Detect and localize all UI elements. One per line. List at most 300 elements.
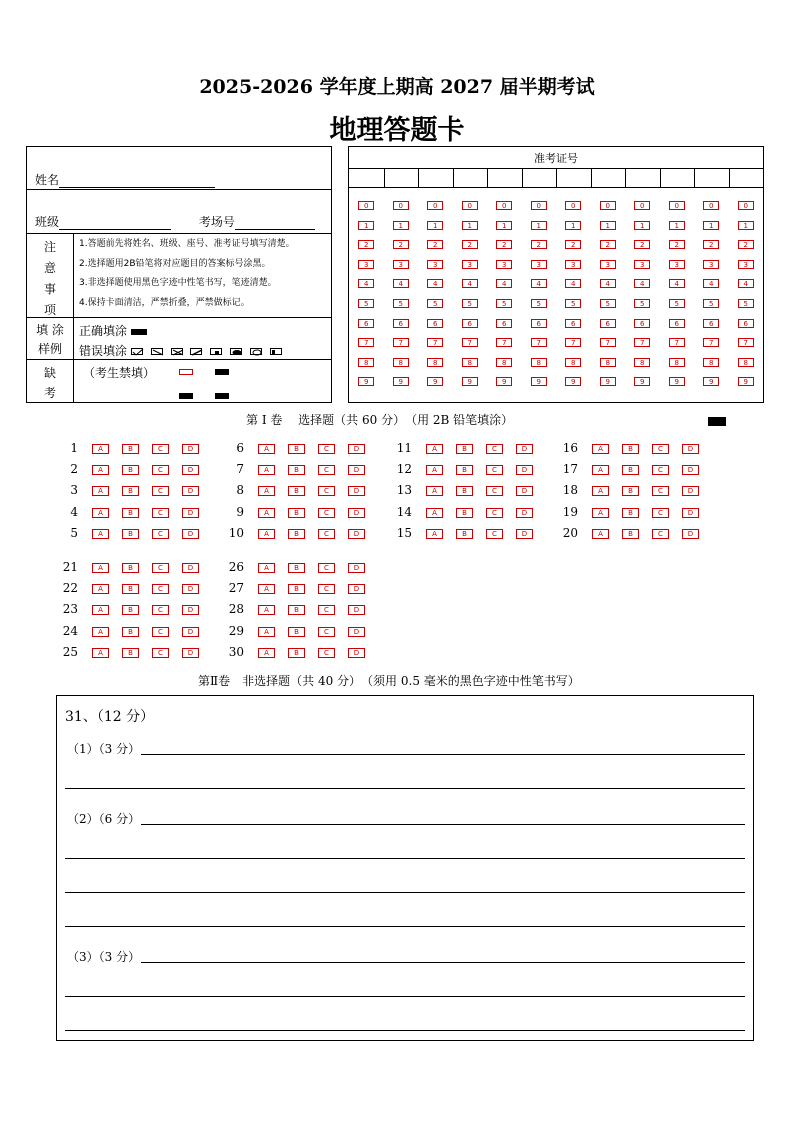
digit-bubble[interactable]: 5 — [600, 299, 616, 308]
digit-bubble[interactable]: 4 — [358, 279, 374, 288]
option-bubble[interactable]: C — [486, 444, 503, 454]
question-number: 23 — [62, 602, 78, 617]
option-bubble[interactable]: A — [258, 465, 275, 475]
digit-bubble[interactable]: 2 — [634, 240, 650, 249]
option-bubble[interactable]: A — [258, 648, 275, 658]
option-bubble[interactable]: A — [592, 486, 609, 496]
option-bubble[interactable]: B — [122, 486, 139, 496]
digit-bubble[interactable]: 4 — [600, 279, 616, 288]
digit-bubble[interactable]: 5 — [462, 299, 478, 308]
note-item: 2.选择题用2B铅笔将对应题目的答案标号涂黑。 — [79, 258, 271, 269]
digit-bubble[interactable]: 2 — [565, 240, 581, 249]
option-bubble[interactable]: C — [152, 584, 169, 594]
option-bubble[interactable]: C — [152, 508, 169, 518]
option-bubble[interactable]: C — [152, 563, 169, 573]
option-bubble[interactable]: C — [318, 508, 335, 518]
class-field[interactable] — [59, 217, 171, 230]
option-bubble[interactable]: A — [258, 508, 275, 518]
option-bubble[interactable]: A — [258, 486, 275, 496]
digit-bubble[interactable]: 7 — [565, 338, 581, 347]
answer-line[interactable] — [141, 962, 745, 963]
digit-bubble[interactable]: 1 — [427, 221, 443, 230]
wrong-sample — [79, 342, 286, 359]
digit-bubble[interactable]: 3 — [600, 260, 616, 269]
option-bubble[interactable]: D — [516, 529, 533, 539]
digit-bubble[interactable]: 0 — [600, 201, 616, 210]
digit-bubble[interactable]: 0 — [738, 201, 754, 210]
digit-bubble[interactable]: 7 — [634, 338, 650, 347]
digit-bubble[interactable]: 5 — [738, 299, 754, 308]
correct-sample — [79, 322, 151, 339]
digit-bubble[interactable]: 7 — [358, 338, 374, 347]
digit-bubble[interactable]: 1 — [462, 221, 478, 230]
absent-heading — [27, 363, 73, 403]
digit-bubble[interactable]: 0 — [634, 201, 650, 210]
option-bubble[interactable]: A — [92, 563, 109, 573]
digit-bubble[interactable]: 3 — [565, 260, 581, 269]
option-bubble[interactable]: D — [182, 486, 199, 496]
option-bubble[interactable]: D — [348, 584, 365, 594]
option-bubble[interactable]: D — [182, 529, 199, 539]
digit-bubble[interactable]: 1 — [531, 221, 547, 230]
question-number: 1 — [70, 441, 78, 455]
grid-divider — [556, 168, 557, 187]
digit-bubble[interactable]: 3 — [634, 260, 650, 269]
option-bubble[interactable]: D — [182, 444, 199, 454]
digit-bubble[interactable]: 3 — [531, 260, 547, 269]
option-bubble[interactable]: B — [456, 465, 473, 475]
option-bubble[interactable]: C — [152, 465, 169, 475]
class-row[interactable] — [35, 213, 315, 230]
option-bubble[interactable]: D — [348, 486, 365, 496]
digit-bubble[interactable]: 6 — [738, 319, 754, 328]
digit-bubble[interactable]: 7 — [393, 338, 409, 347]
digit-bubble[interactable]: 0 — [565, 201, 581, 210]
digit-bubble[interactable]: 5 — [703, 299, 719, 308]
digit-bubble[interactable]: 7 — [669, 338, 685, 347]
digit-bubble[interactable]: 1 — [393, 221, 409, 230]
option-bubble[interactable]: D — [182, 627, 199, 637]
digit-bubble[interactable]: 4 — [393, 279, 409, 288]
digit-bubble[interactable]: 4 — [531, 279, 547, 288]
digit-bubble[interactable]: 7 — [738, 338, 754, 347]
option-bubble[interactable]: A — [426, 508, 443, 518]
digit-bubble[interactable]: 1 — [703, 221, 719, 230]
option-bubble[interactable]: A — [92, 584, 109, 594]
digit-bubble[interactable]: 2 — [738, 240, 754, 249]
option-bubble[interactable]: B — [456, 444, 473, 454]
option-bubble[interactable]: D — [516, 465, 533, 475]
question-number: 4 — [70, 504, 78, 519]
option-bubble[interactable]: A — [92, 486, 109, 496]
digit-bubble[interactable]: 0 — [462, 201, 478, 210]
digit-bubble[interactable]: 2 — [496, 240, 512, 249]
option-bubble[interactable]: D — [682, 444, 699, 454]
question-number: 26 — [228, 560, 244, 574]
question-number: 25 — [62, 644, 78, 659]
option-bubble[interactable]: D — [516, 508, 533, 518]
option-bubble[interactable]: A — [92, 529, 109, 539]
digit-bubble[interactable]: 0 — [496, 201, 512, 210]
option-bubble[interactable]: D — [348, 563, 365, 573]
option-bubble[interactable]: A — [258, 529, 275, 539]
absent-bubble[interactable] — [179, 369, 193, 375]
digit-bubble[interactable]: 4 — [427, 279, 443, 288]
digit-bubble[interactable]: 9 — [358, 377, 374, 386]
digit-bubble[interactable]: 4 — [565, 279, 581, 288]
option-bubble[interactable]: B — [456, 486, 473, 496]
digit-bubble[interactable]: 9 — [703, 377, 719, 386]
option-bubble[interactable]: C — [652, 508, 669, 518]
grid-divider — [487, 168, 488, 187]
option-bubble[interactable]: C — [152, 627, 169, 637]
answer-line[interactable] — [65, 926, 745, 927]
option-bubble[interactable]: A — [426, 486, 443, 496]
option-bubble[interactable]: A — [592, 508, 609, 518]
option-bubble[interactable]: A — [592, 444, 609, 454]
digit-bubble[interactable]: 7 — [496, 338, 512, 347]
digit-bubble[interactable]: 5 — [565, 299, 581, 308]
digit-bubble[interactable]: 4 — [496, 279, 512, 288]
digit-bubble[interactable]: 7 — [427, 338, 443, 347]
option-bubble[interactable]: C — [318, 486, 335, 496]
option-bubble[interactable]: B — [288, 648, 305, 658]
digit-bubble[interactable]: 3 — [669, 260, 685, 269]
option-bubble[interactable]: D — [182, 563, 199, 573]
option-bubble[interactable]: A — [426, 465, 443, 475]
digit-bubble[interactable]: 6 — [703, 319, 719, 328]
digit-bubble[interactable]: 9 — [738, 377, 754, 386]
option-bubble[interactable]: D — [682, 486, 699, 496]
grid-divider — [522, 168, 523, 187]
option-bubble[interactable]: A — [92, 605, 109, 615]
digit-bubble[interactable]: 3 — [393, 260, 409, 269]
q31-part3-label: （3）（3 分） — [67, 950, 141, 964]
option-bubble[interactable]: C — [152, 486, 169, 496]
digit-bubble[interactable]: 8 — [669, 358, 685, 367]
option-bubble[interactable]: D — [348, 529, 365, 539]
option-bubble[interactable]: C — [652, 486, 669, 496]
digit-bubble[interactable]: 2 — [531, 240, 547, 249]
option-bubble[interactable]: B — [288, 563, 305, 573]
digit-bubble[interactable]: 5 — [496, 299, 512, 308]
digit-bubble[interactable]: 7 — [600, 338, 616, 347]
option-bubble[interactable]: D — [182, 648, 199, 658]
digit-bubble[interactable]: 8 — [531, 358, 547, 367]
option-bubble[interactable]: A — [258, 444, 275, 454]
option-bubble[interactable]: A — [92, 465, 109, 475]
notes-heading-char: 意 — [43, 261, 56, 275]
option-bubble[interactable]: D — [348, 444, 365, 454]
student-info-box — [26, 146, 332, 403]
option-bubble[interactable]: C — [652, 444, 669, 454]
name-row[interactable] — [35, 171, 215, 188]
option-bubble[interactable]: B — [122, 584, 139, 594]
digit-bubble[interactable]: 1 — [600, 221, 616, 230]
answer-line[interactable] — [141, 824, 745, 825]
option-bubble[interactable]: A — [92, 444, 109, 454]
option-bubble[interactable]: B — [622, 465, 639, 475]
digit-bubble[interactable]: 1 — [669, 221, 685, 230]
digit-bubble[interactable]: 4 — [703, 279, 719, 288]
option-bubble[interactable]: C — [318, 627, 335, 637]
option-bubble[interactable]: C — [652, 465, 669, 475]
option-bubble[interactable]: B — [456, 529, 473, 539]
digit-bubble[interactable]: 3 — [358, 260, 374, 269]
digit-bubble[interactable]: 9 — [600, 377, 616, 386]
digit-bubble[interactable]: 9 — [634, 377, 650, 386]
option-bubble[interactable]: B — [288, 465, 305, 475]
digit-bubble[interactable]: 3 — [427, 260, 443, 269]
option-bubble[interactable]: B — [622, 444, 639, 454]
digit-bubble[interactable]: 2 — [669, 240, 685, 249]
option-bubble[interactable]: B — [288, 529, 305, 539]
digit-bubble[interactable]: 9 — [496, 377, 512, 386]
grid-divider — [591, 168, 592, 187]
digit-bubble[interactable]: 6 — [531, 319, 547, 328]
option-bubble[interactable]: D — [682, 508, 699, 518]
option-bubble[interactable]: B — [288, 486, 305, 496]
option-bubble[interactable]: C — [318, 563, 335, 573]
digit-bubble[interactable]: 8 — [496, 358, 512, 367]
wrong-label: 错误填涂 — [79, 344, 128, 358]
option-bubble[interactable]: B — [288, 508, 305, 518]
absent-heading-line: 考 — [43, 386, 56, 400]
digit-bubble[interactable]: 9 — [427, 377, 443, 386]
answer-line[interactable] — [65, 788, 745, 789]
digit-bubble[interactable]: 6 — [600, 319, 616, 328]
digit-bubble[interactable]: 0 — [358, 201, 374, 210]
option-bubble[interactable]: A — [258, 627, 275, 637]
option-bubble[interactable]: B — [122, 508, 139, 518]
digit-bubble[interactable]: 2 — [393, 240, 409, 249]
card-title: 地理答题卡 — [329, 115, 465, 146]
digit-bubble[interactable]: 1 — [634, 221, 650, 230]
digit-bubble[interactable]: 9 — [462, 377, 478, 386]
option-bubble[interactable]: B — [622, 529, 639, 539]
digit-bubble[interactable]: 9 — [531, 377, 547, 386]
digit-bubble[interactable]: 6 — [634, 319, 650, 328]
dot-bubble-icon — [210, 348, 222, 355]
digit-bubble[interactable]: 6 — [496, 319, 512, 328]
digit-bubble[interactable]: 9 — [669, 377, 685, 386]
correct-label: 正确填涂 — [79, 324, 128, 338]
option-bubble[interactable]: A — [258, 563, 275, 573]
digit-bubble[interactable]: 2 — [358, 240, 374, 249]
absent-note: （考生禁填） — [83, 366, 156, 380]
digit-bubble[interactable]: 4 — [462, 279, 478, 288]
digit-bubble[interactable]: 3 — [703, 260, 719, 269]
digit-bubble[interactable]: 8 — [738, 358, 754, 367]
option-bubble[interactable]: C — [152, 529, 169, 539]
digit-bubble[interactable]: 2 — [462, 240, 478, 249]
digit-bubble[interactable]: 6 — [393, 319, 409, 328]
note-item: 3.非选择题使用黑色字迹中性笔书写，笔迹清楚。 — [79, 278, 277, 288]
answer-line[interactable] — [65, 1030, 745, 1031]
digit-bubble[interactable]: 5 — [669, 299, 685, 308]
grid-divider — [418, 168, 419, 187]
option-bubble[interactable]: A — [92, 648, 109, 658]
option-bubble[interactable]: C — [486, 486, 503, 496]
digit-bubble[interactable]: 6 — [462, 319, 478, 328]
digit-bubble[interactable]: 7 — [462, 338, 478, 347]
option-bubble[interactable]: D — [182, 605, 199, 615]
option-bubble[interactable]: C — [318, 465, 335, 475]
digit-bubble[interactable]: 8 — [393, 358, 409, 367]
sample-heading-line: 填 涂 — [36, 323, 64, 337]
option-bubble[interactable]: D — [348, 465, 365, 475]
room-field[interactable] — [235, 217, 315, 230]
option-bubble[interactable]: B — [122, 627, 139, 637]
digit-bubble[interactable]: 1 — [565, 221, 581, 230]
answer-line[interactable] — [65, 858, 745, 859]
answer-line[interactable] — [65, 892, 745, 893]
digit-bubble[interactable]: 0 — [703, 201, 719, 210]
question-number: 30 — [228, 644, 244, 659]
digit-bubble[interactable]: 7 — [703, 338, 719, 347]
question-number: 17 — [562, 462, 578, 477]
option-bubble[interactable]: B — [122, 563, 139, 573]
option-bubble[interactable]: C — [486, 529, 503, 539]
digit-bubble[interactable]: 1 — [496, 221, 512, 230]
sample-heading — [27, 321, 73, 359]
option-bubble[interactable]: D — [348, 508, 365, 518]
option-bubble[interactable]: B — [622, 508, 639, 518]
option-bubble[interactable]: C — [318, 529, 335, 539]
digit-bubble[interactable]: 0 — [669, 201, 685, 210]
option-bubble[interactable]: A — [92, 508, 109, 518]
digit-bubble[interactable]: 8 — [565, 358, 581, 367]
sample-heading-line: 样例 — [37, 342, 62, 356]
option-bubble[interactable]: D — [348, 605, 365, 615]
option-bubble[interactable]: D — [348, 648, 365, 658]
option-bubble[interactable]: B — [122, 529, 139, 539]
digit-bubble[interactable]: 2 — [600, 240, 616, 249]
option-bubble[interactable]: D — [348, 627, 365, 637]
digit-bubble[interactable]: 5 — [358, 299, 374, 308]
option-bubble[interactable]: C — [486, 508, 503, 518]
question-number: 7 — [236, 462, 244, 477]
digit-bubble[interactable]: 8 — [600, 358, 616, 367]
absent-heading-line: 缺 — [43, 366, 56, 380]
option-bubble[interactable]: A — [426, 529, 443, 539]
digit-bubble[interactable]: 6 — [669, 319, 685, 328]
option-bubble[interactable]: C — [152, 648, 169, 658]
option-bubble[interactable]: D — [516, 486, 533, 496]
digit-bubble[interactable]: 2 — [703, 240, 719, 249]
digit-bubble[interactable]: 1 — [358, 221, 374, 230]
room-label: 考场号 — [198, 215, 235, 229]
option-bubble[interactable]: D — [682, 465, 699, 475]
option-bubble[interactable]: B — [288, 627, 305, 637]
question-number: 8 — [236, 483, 244, 498]
digit-bubble[interactable]: 8 — [462, 358, 478, 367]
digit-bubble[interactable]: 4 — [634, 279, 650, 288]
option-bubble[interactable]: C — [152, 444, 169, 454]
timing-mark — [708, 417, 726, 426]
timing-mark — [215, 393, 229, 399]
digit-bubble[interactable]: 5 — [531, 299, 547, 308]
option-bubble[interactable]: D — [182, 584, 199, 594]
option-bubble[interactable]: A — [592, 529, 609, 539]
digit-bubble[interactable]: 5 — [393, 299, 409, 308]
option-bubble[interactable]: B — [122, 605, 139, 615]
option-bubble[interactable]: C — [652, 529, 669, 539]
digit-bubble[interactable]: 2 — [427, 240, 443, 249]
option-bubble[interactable]: C — [318, 444, 335, 454]
digit-bubble[interactable]: 9 — [393, 377, 409, 386]
answer-line[interactable] — [65, 996, 745, 997]
option-bubble[interactable]: B — [622, 486, 639, 496]
answer-box-q31[interactable] — [56, 695, 754, 1041]
digit-bubble[interactable]: 8 — [703, 358, 719, 367]
option-bubble[interactable]: C — [318, 605, 335, 615]
question-number: 22 — [62, 581, 78, 596]
digit-bubble[interactable]: 4 — [738, 279, 754, 288]
digit-bubble[interactable]: 3 — [462, 260, 478, 269]
digit-bubble[interactable]: 5 — [634, 299, 650, 308]
digit-bubble[interactable]: 8 — [358, 358, 374, 367]
option-bubble[interactable]: B — [122, 465, 139, 475]
digit-bubble[interactable]: 0 — [427, 201, 443, 210]
notes-list — [79, 235, 295, 313]
option-bubble[interactable]: A — [92, 627, 109, 637]
digit-bubble[interactable]: 7 — [531, 338, 547, 347]
digit-bubble[interactable]: 8 — [634, 358, 650, 367]
section1-title: 第 I 卷 选择题（共 60 分） （用 2B 铅笔填涂） — [246, 413, 514, 427]
grid-divider — [384, 168, 385, 187]
question-number: 3 — [70, 483, 78, 498]
option-bubble[interactable]: A — [258, 605, 275, 615]
half-bubble-icon — [270, 348, 282, 355]
option-bubble[interactable]: A — [426, 444, 443, 454]
option-bubble[interactable]: B — [288, 444, 305, 454]
option-bubble[interactable]: A — [258, 584, 275, 594]
question-number: 20 — [562, 525, 578, 540]
digit-bubble[interactable]: 0 — [531, 201, 547, 210]
option-bubble[interactable]: B — [456, 508, 473, 518]
digit-bubble[interactable]: 0 — [393, 201, 409, 210]
digit-bubble[interactable]: 6 — [358, 319, 374, 328]
option-bubble[interactable]: B — [288, 584, 305, 594]
option-bubble[interactable]: C — [318, 584, 335, 594]
answer-line[interactable] — [141, 754, 745, 755]
option-bubble[interactable]: B — [122, 648, 139, 658]
option-bubble[interactable]: D — [516, 444, 533, 454]
name-field[interactable] — [59, 175, 215, 188]
digit-bubble[interactable]: 3 — [738, 260, 754, 269]
digit-bubble[interactable]: 3 — [496, 260, 512, 269]
notes-heading-char: 事 — [43, 282, 56, 296]
option-bubble[interactable]: B — [288, 605, 305, 615]
option-bubble[interactable]: B — [122, 444, 139, 454]
option-bubble[interactable]: C — [152, 605, 169, 615]
option-bubble[interactable]: D — [182, 465, 199, 475]
digit-bubble[interactable]: 6 — [565, 319, 581, 328]
digit-bubble[interactable]: 9 — [565, 377, 581, 386]
digit-bubble[interactable]: 6 — [427, 319, 443, 328]
option-bubble[interactable]: A — [592, 465, 609, 475]
digit-bubble[interactable]: 4 — [669, 279, 685, 288]
digit-bubble[interactable]: 8 — [427, 358, 443, 367]
digit-bubble[interactable]: 1 — [738, 221, 754, 230]
digit-bubble[interactable]: 5 — [427, 299, 443, 308]
option-bubble[interactable]: C — [318, 648, 335, 658]
option-bubble[interactable]: D — [182, 508, 199, 518]
diagonal-bubble-icon — [190, 348, 202, 355]
option-bubble[interactable]: D — [682, 529, 699, 539]
option-bubble[interactable]: C — [486, 465, 503, 475]
